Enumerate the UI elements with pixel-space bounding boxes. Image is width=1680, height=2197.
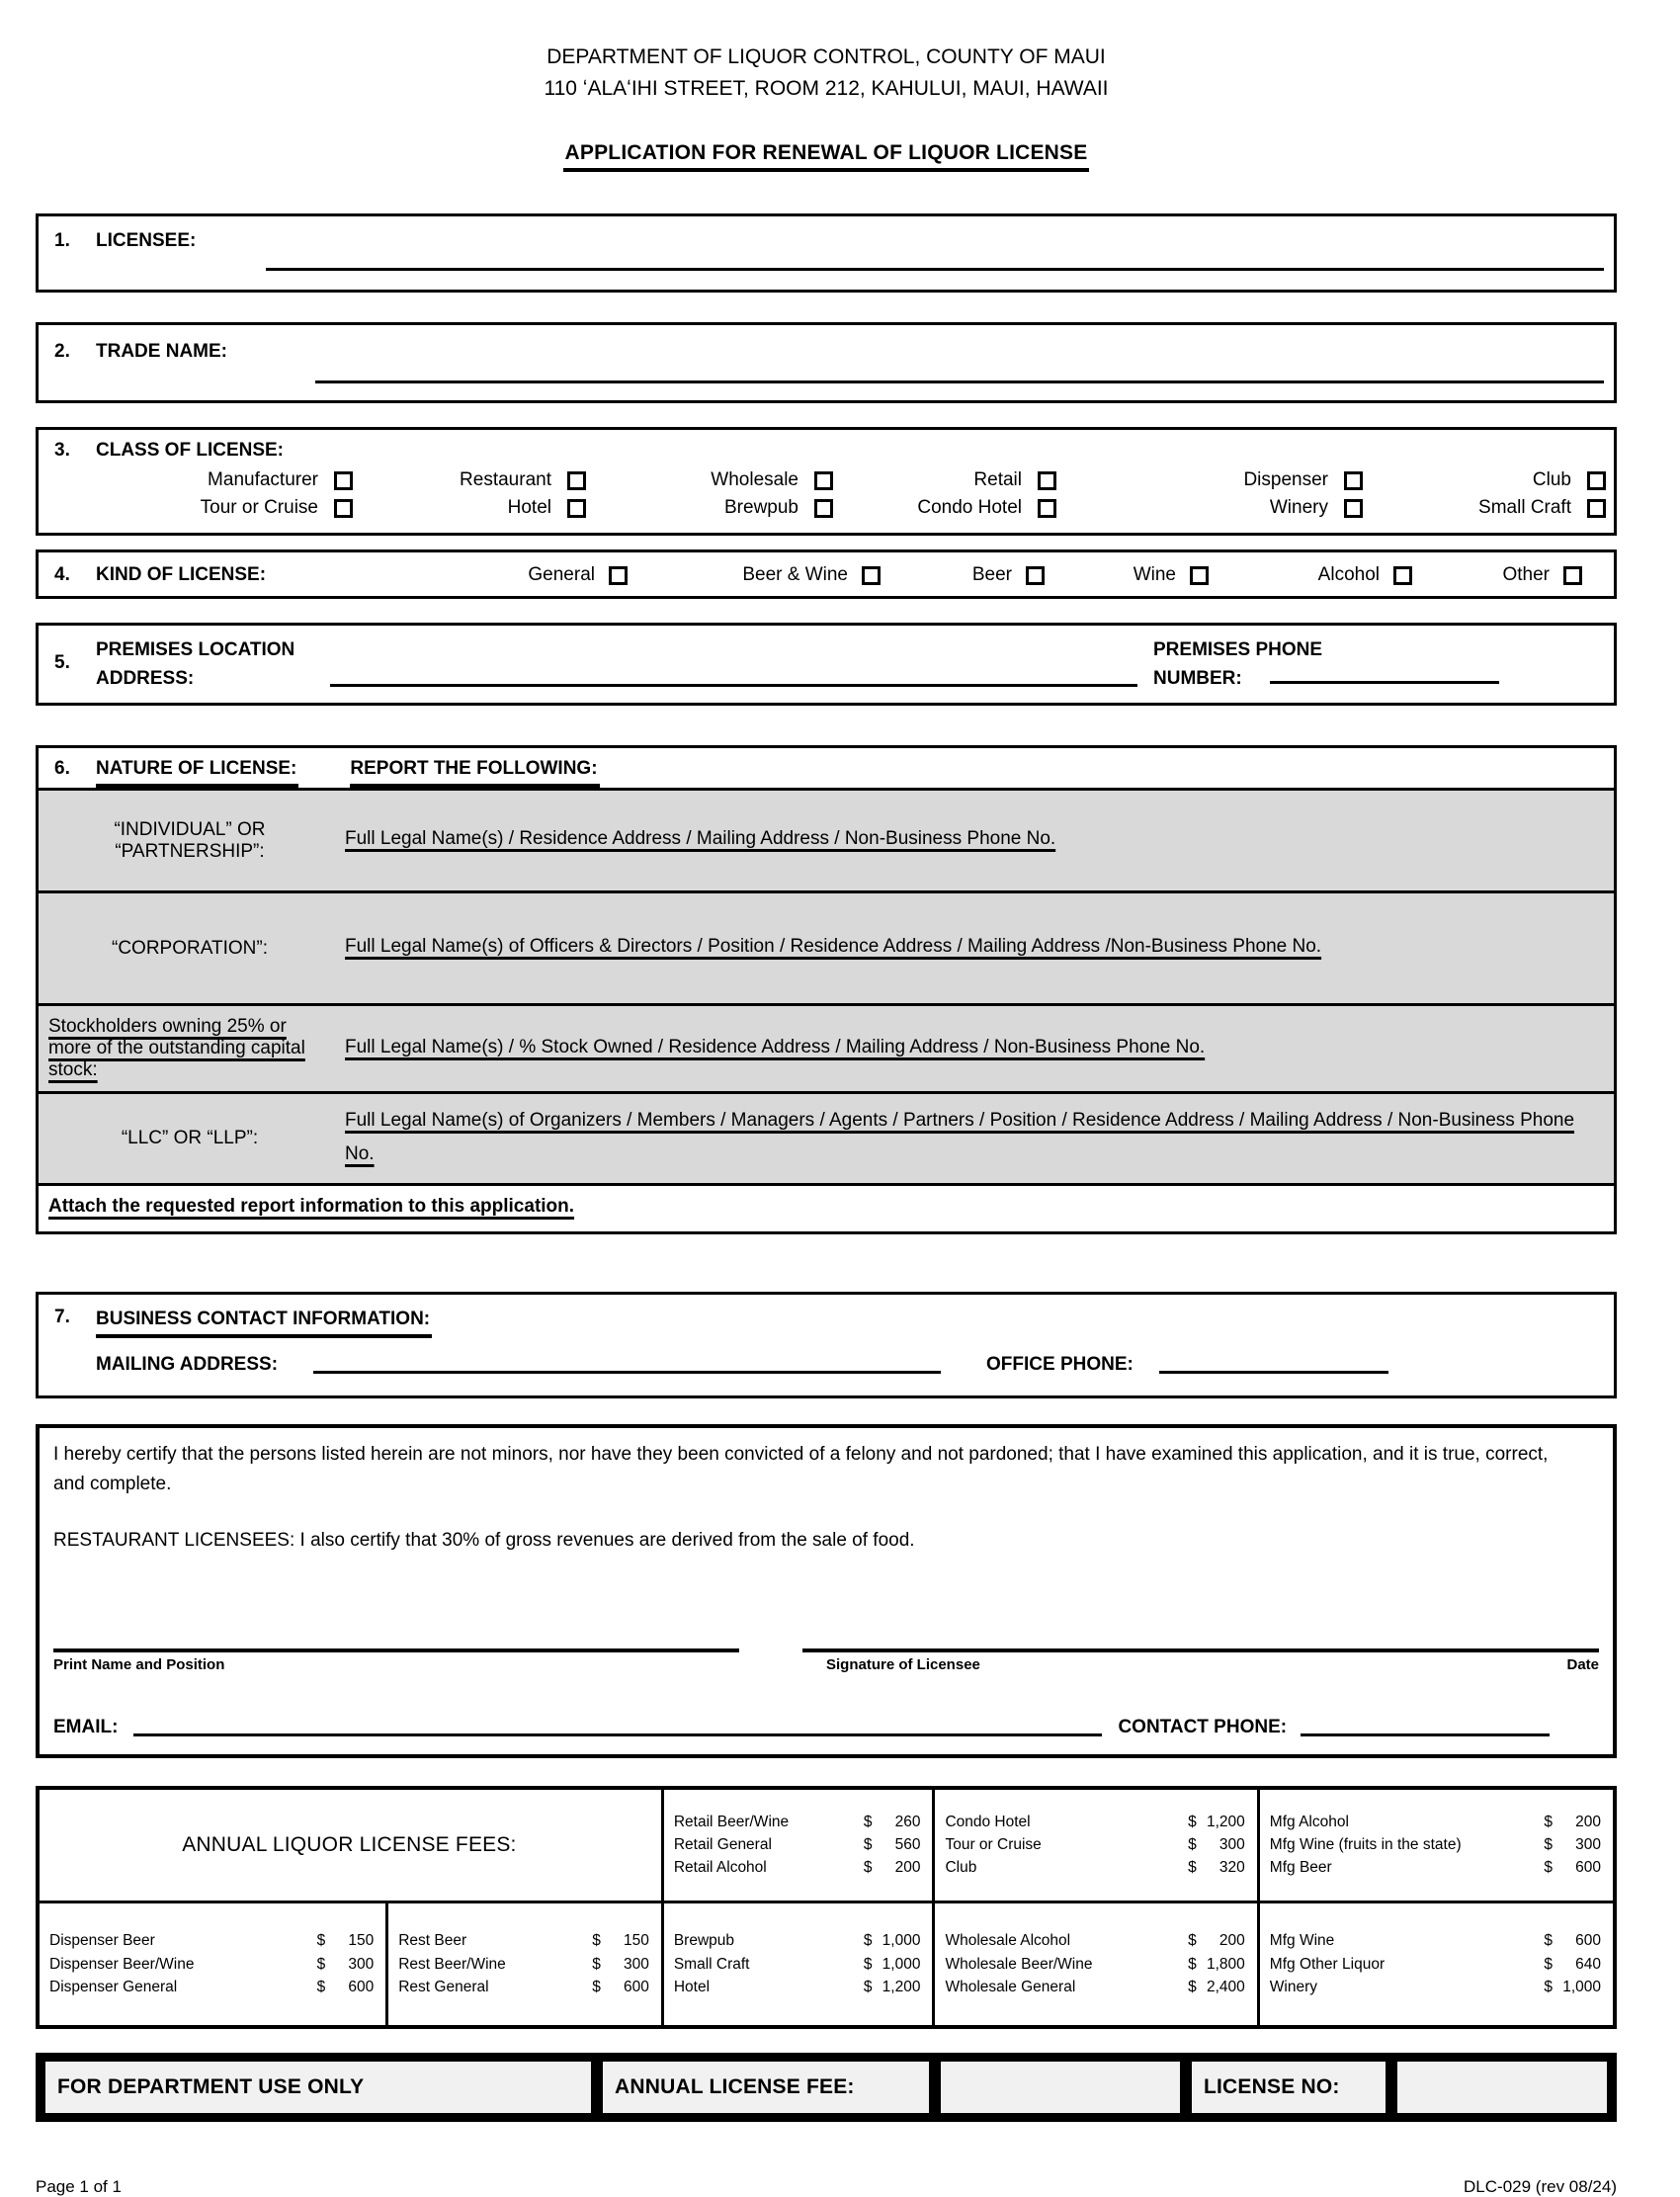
section-business-contact <box>36 1292 1617 1398</box>
nature-row-stockholders <box>39 1003 1614 1091</box>
currency-symbol: $ <box>863 1836 873 1854</box>
fee-name: Condo Hotel <box>945 1813 1031 1830</box>
fee-name: Dispenser Beer/Wine <box>49 1955 195 1973</box>
fee-value: 640 <box>1575 1955 1601 1973</box>
fee-name: Retail Beer/Wine <box>673 1813 790 1830</box>
checkbox-hotel[interactable] <box>567 499 586 518</box>
currency-symbol: $ <box>1544 1813 1553 1830</box>
fee-value: 600 <box>348 1978 375 1995</box>
fee-value: 260 <box>894 1813 921 1830</box>
fee-amount <box>864 1833 921 1856</box>
fees-cell-dispenser <box>40 1901 385 2025</box>
license-no-value-cell[interactable] <box>1397 2062 1607 2113</box>
annual-license-fee-value-cell[interactable] <box>941 2062 1180 2113</box>
fee-name: Mfg Wine (fruits in the state) <box>1269 1836 1462 1854</box>
fee-name: Retail Alcohol <box>673 1859 767 1877</box>
fee-name: Dispenser Beer <box>49 1932 155 1950</box>
fee-amount <box>317 1953 375 1976</box>
section-number: 5. <box>54 652 70 673</box>
restaurant-certification-paragraph: RESTAURANT LICENSEES: I also certify that 30% of gross revenues are derived from the sale of food. <box>53 1530 915 1552</box>
fee-amount <box>864 1953 921 1976</box>
trade-name-label: TRADE NAME: <box>96 341 227 362</box>
signature-date-input-line[interactable] <box>802 1643 1599 1652</box>
report-the-following-header: REPORT THE FOLLOWING: <box>350 756 599 788</box>
currency-symbol: $ <box>1188 1955 1197 1973</box>
checkbox-restaurant[interactable] <box>567 471 586 490</box>
currency-symbol: $ <box>316 1932 326 1950</box>
checkbox-other[interactable] <box>1563 566 1582 585</box>
checkbox-wholesale[interactable] <box>814 471 833 490</box>
class-options-row-2 <box>39 497 1614 519</box>
option-label-club: Club <box>1532 469 1571 490</box>
option-label-general: General <box>528 564 595 585</box>
fee-value: 600 <box>623 1978 649 1995</box>
fee-amount <box>1188 1833 1245 1856</box>
currency-symbol: $ <box>592 1932 601 1950</box>
form-header <box>36 0 1617 104</box>
currency-symbol: $ <box>316 1955 326 1973</box>
fee-amount <box>1188 1856 1245 1879</box>
fee-value: 1,200 <box>882 1978 921 1995</box>
office-phone-label: OFFICE PHONE: <box>986 1354 1134 1376</box>
option-label-small-craft: Small Craft <box>1478 497 1571 518</box>
option-label-beer-wine: Beer & Wine <box>742 564 848 585</box>
llc-report-text: Full Legal Name(s) of Organizers / Members / Managers / Agents / Partners / Position / Residence Address / Mailing Address / Non-Business Phone No. <box>345 1110 1575 1165</box>
option-label-retail: Retail <box>973 469 1022 490</box>
currency-symbol: $ <box>1188 1813 1197 1830</box>
fee-name: Mfg Alcohol <box>1269 1813 1349 1830</box>
fee-value: 200 <box>1218 1932 1245 1950</box>
checkbox-wine[interactable] <box>1190 566 1209 585</box>
option-label-restaurant: Restaurant <box>460 469 551 490</box>
section-nature-of-license <box>36 745 1617 1234</box>
currency-symbol: $ <box>1188 1978 1197 1995</box>
email-input-line[interactable] <box>133 1733 1102 1736</box>
section-number: 4. <box>54 564 70 585</box>
section-kind-of-license <box>36 549 1617 599</box>
fee-value: 1,000 <box>882 1955 921 1973</box>
fee-value: 1,000 <box>882 1932 921 1950</box>
class-of-license-label: CLASS OF LICENSE: <box>96 440 285 461</box>
nature-row-llc-llp <box>39 1091 1614 1183</box>
fee-value: 150 <box>623 1932 649 1950</box>
fee-value: 300 <box>1575 1836 1601 1854</box>
contact-phone-label: CONTACT PHONE: <box>1118 1716 1288 1737</box>
fee-name: Mfg Wine <box>1269 1932 1335 1950</box>
checkbox-beer-wine[interactable] <box>862 566 881 585</box>
fee-amount <box>592 1953 649 1976</box>
fee-name: Mfg Beer <box>1269 1859 1332 1877</box>
premises-address-label: PREMISES LOCATION ADDRESS: <box>96 639 295 690</box>
nature-row-corporation <box>39 890 1614 1003</box>
print-name-label: Print Name and Position <box>53 1655 225 1673</box>
contact-phone-input-line[interactable] <box>1301 1733 1550 1736</box>
fee-name: Brewpub <box>673 1932 735 1950</box>
option-label-wine: Wine <box>1133 564 1176 585</box>
currency-symbol: $ <box>1544 1978 1553 1995</box>
fee-amount <box>592 1929 649 1952</box>
class-options-row-1 <box>39 469 1614 491</box>
currency-symbol: $ <box>863 1955 873 1973</box>
fee-amount <box>1544 1953 1601 1976</box>
fee-amount <box>317 1929 375 1952</box>
premises-address-input-line[interactable] <box>330 684 1137 687</box>
fee-name: Tour or Cruise <box>945 1836 1042 1854</box>
fees-cell-mfg-bottom <box>1257 1901 1613 2025</box>
individual-report-text: Full Legal Name(s) / Residence Address / Mailing Address / Non-Business Phone No. <box>345 828 1056 850</box>
corporation-label: “CORPORATION”: <box>112 937 268 959</box>
fee-name: Retail General <box>673 1836 772 1854</box>
fee-value: 600 <box>1575 1859 1601 1877</box>
nature-row-individual-partnership <box>39 788 1614 890</box>
section-number: 2. <box>54 341 70 362</box>
fee-amount <box>317 1976 375 1998</box>
option-label-condo-hotel: Condo Hotel <box>917 497 1022 518</box>
fee-name: Dispenser General <box>49 1978 178 1995</box>
email-label: EMAIL: <box>53 1716 119 1737</box>
fee-value: 320 <box>1218 1859 1245 1877</box>
option-label-tour-or-cruise: Tour or Cruise <box>200 497 318 518</box>
fee-amount <box>592 1976 649 1998</box>
fee-amount <box>1188 1929 1245 1952</box>
fee-name: Wholesale Alcohol <box>945 1932 1071 1950</box>
license-no-label: LICENSE NO: <box>1192 2062 1386 2113</box>
currency-symbol: $ <box>1544 1955 1553 1973</box>
checkbox-winery[interactable] <box>1344 499 1363 518</box>
fee-amount <box>1188 1811 1245 1833</box>
fee-value: 1,200 <box>1207 1813 1245 1830</box>
fee-name: Small Craft <box>673 1955 750 1973</box>
fee-amount <box>864 1811 921 1833</box>
currency-symbol: $ <box>592 1978 601 1995</box>
currency-symbol: $ <box>1544 1836 1553 1854</box>
department-use-label: FOR DEPARTMENT USE ONLY <box>45 2062 591 2113</box>
option-label-beer: Beer <box>971 564 1012 585</box>
option-label-other: Other <box>1502 564 1550 585</box>
option-label-winery: Winery <box>1269 497 1328 518</box>
option-label-alcohol: Alcohol <box>1317 564 1380 585</box>
checkbox-alcohol[interactable] <box>1393 566 1412 585</box>
fee-amount <box>1544 1856 1601 1879</box>
currency-symbol: $ <box>1544 1932 1553 1950</box>
form-code: DLC-029 (rev 08/24) <box>1464 2176 1617 2196</box>
department-name: DEPARTMENT OF LIQUOR CONTROL, COUNTY OF MAUI <box>546 45 1106 68</box>
section-number: 7. <box>54 1307 70 1328</box>
fee-amount <box>1544 1833 1601 1856</box>
currency-symbol: $ <box>1188 1836 1197 1854</box>
department-use-bar <box>36 2053 1617 2122</box>
fee-value: 300 <box>1218 1836 1245 1854</box>
stockholders-label: Stockholders owning 25% or more of the outstanding capital stock: <box>48 1016 305 1080</box>
option-label-dispenser: Dispenser <box>1243 469 1328 490</box>
currency-symbol: $ <box>1188 1859 1197 1877</box>
premises-phone-input-line[interactable] <box>1270 670 1499 684</box>
fee-value: 2,400 <box>1207 1978 1245 1995</box>
option-label-wholesale: Wholesale <box>711 469 798 490</box>
fee-name: Wholesale General <box>945 1978 1076 1995</box>
section-licensee <box>36 213 1617 293</box>
fee-value: 1,000 <box>1562 1978 1601 1995</box>
checkbox-dispenser[interactable] <box>1344 471 1363 490</box>
fee-amount <box>864 1856 921 1879</box>
fees-cell-retail <box>661 1790 933 1901</box>
fee-amount <box>1544 1976 1601 1998</box>
fees-title-cell: ANNUAL LIQUOR LICENSE FEES: <box>182 1832 517 1856</box>
section-class-of-license <box>36 427 1617 536</box>
currency-symbol: $ <box>863 1813 873 1830</box>
currency-symbol: $ <box>1188 1932 1197 1950</box>
section-premises <box>36 623 1617 706</box>
fee-amount <box>1544 1811 1601 1833</box>
checkbox-condo-hotel[interactable] <box>1038 499 1056 518</box>
application-form-page <box>36 0 1617 2197</box>
premises-phone-label: PREMISES PHONE NUMBER: <box>1153 635 1614 691</box>
corporation-report-text: Full Legal Name(s) of Officers & Directors / Position / Residence Address / Mailing Address /Non-Business Phone No. <box>345 936 1322 958</box>
checkbox-retail[interactable] <box>1038 471 1056 490</box>
fee-name: Rest Beer <box>398 1932 467 1950</box>
checkbox-manufacturer[interactable] <box>334 471 353 490</box>
option-label-manufacturer: Manufacturer <box>208 469 318 490</box>
fee-name: Club <box>945 1859 977 1877</box>
fee-name: Winery <box>1269 1978 1318 1995</box>
currency-symbol: $ <box>316 1978 326 1995</box>
signature-label: Signature of Licensee <box>826 1655 980 1673</box>
kind-of-license-label: KIND OF LICENSE: <box>96 564 267 585</box>
section-number: 1. <box>54 230 70 251</box>
fee-value: 560 <box>894 1836 921 1854</box>
checkbox-club[interactable] <box>1587 471 1606 490</box>
form-title: APPLICATION FOR RENEWAL OF LIQUOR LICENSE <box>563 141 1090 172</box>
nature-of-license-header: NATURE OF LICENSE: <box>96 756 298 788</box>
fees-cell-brewpub <box>661 1901 933 2025</box>
trade-name-input-line[interactable] <box>315 380 1604 383</box>
licensee-input-line[interactable] <box>266 268 1604 271</box>
section-number: 6. <box>54 758 70 779</box>
annual-license-fee-label: ANNUAL LICENSE FEE: <box>603 2062 929 2113</box>
stockholders-report-text: Full Legal Name(s) / % Stock Owned / Residence Address / Mailing Address / Non-Business Phone No. <box>345 1036 1206 1057</box>
page-number: Page 1 of 1 <box>36 2176 122 2196</box>
fee-name: Mfg Other Liquor <box>1269 1955 1386 1973</box>
fees-cell-rest <box>385 1901 661 2025</box>
fees-cell-condo-hotel <box>932 1790 1256 1901</box>
business-contact-header: BUSINESS CONTACT INFORMATION: <box>96 1307 432 1338</box>
option-label-brewpub: Brewpub <box>724 497 798 518</box>
fee-value: 300 <box>623 1955 649 1973</box>
fee-value: 300 <box>348 1955 375 1973</box>
currency-symbol: $ <box>863 1932 873 1950</box>
checkbox-brewpub[interactable] <box>814 499 833 518</box>
fee-name: Rest Beer/Wine <box>398 1955 506 1973</box>
fee-amount <box>864 1976 921 1998</box>
fee-amount <box>864 1929 921 1952</box>
fee-value: 150 <box>348 1932 375 1950</box>
currency-symbol: $ <box>863 1859 873 1877</box>
fee-name: Wholesale Beer/Wine <box>945 1955 1093 1973</box>
office-phone-input-line[interactable] <box>1159 1371 1388 1374</box>
attach-note-text: Attach the requested report information to this application. <box>48 1196 575 1218</box>
title-wrap <box>36 141 1617 172</box>
print-name-input-line[interactable] <box>53 1643 739 1652</box>
section-number: 3. <box>54 440 70 461</box>
checkbox-small-craft[interactable] <box>1587 499 1606 518</box>
checkbox-general[interactable] <box>609 566 628 585</box>
fee-name: Hotel <box>673 1978 711 1995</box>
annual-fees-table <box>36 1786 1617 2029</box>
licensee-label: LICENSEE: <box>96 230 197 251</box>
checkbox-tour-or-cruise[interactable] <box>334 499 353 518</box>
department-address: 110 ʻALAʻIHI STREET, ROOM 212, KAHULUI, MAUI, HAWAII <box>544 76 1109 100</box>
fee-value: 1,800 <box>1207 1955 1245 1973</box>
mailing-address-input-line[interactable] <box>313 1371 941 1374</box>
currency-symbol: $ <box>592 1955 601 1973</box>
option-label-hotel: Hotel <box>507 497 551 518</box>
fees-cell-wholesale <box>932 1901 1256 2025</box>
fee-amount <box>1188 1953 1245 1976</box>
fee-amount <box>1188 1976 1245 1998</box>
fee-value: 200 <box>894 1859 921 1877</box>
certification-paragraph: I hereby certify that the persons listed herein are not minors, nor have they been convicted of a felony and not pardoned; that I have examined this application, and it is true, correct, and complete. <box>53 1444 1549 1494</box>
page-footer <box>36 2177 1617 2197</box>
certification-box <box>36 1424 1617 1757</box>
attach-note-row <box>39 1183 1614 1231</box>
fee-value: 600 <box>1575 1932 1601 1950</box>
fee-amount <box>1544 1929 1601 1952</box>
mailing-address-label: MAILING ADDRESS: <box>96 1354 279 1376</box>
checkbox-beer[interactable] <box>1026 566 1045 585</box>
llc-llp-label: “LLC” OR “LLP”: <box>121 1128 259 1149</box>
individual-partnership-label: “INDIVIDUAL” OR “PARTNERSHIP”: <box>114 818 266 862</box>
section-trade-name <box>36 322 1617 403</box>
fees-cell-mfg-top <box>1257 1790 1613 1901</box>
fee-name: Rest General <box>398 1978 489 1995</box>
currency-symbol: $ <box>1544 1859 1553 1877</box>
currency-symbol: $ <box>863 1978 873 1995</box>
fee-value: 200 <box>1575 1813 1601 1830</box>
date-label: Date <box>1566 1655 1599 1673</box>
